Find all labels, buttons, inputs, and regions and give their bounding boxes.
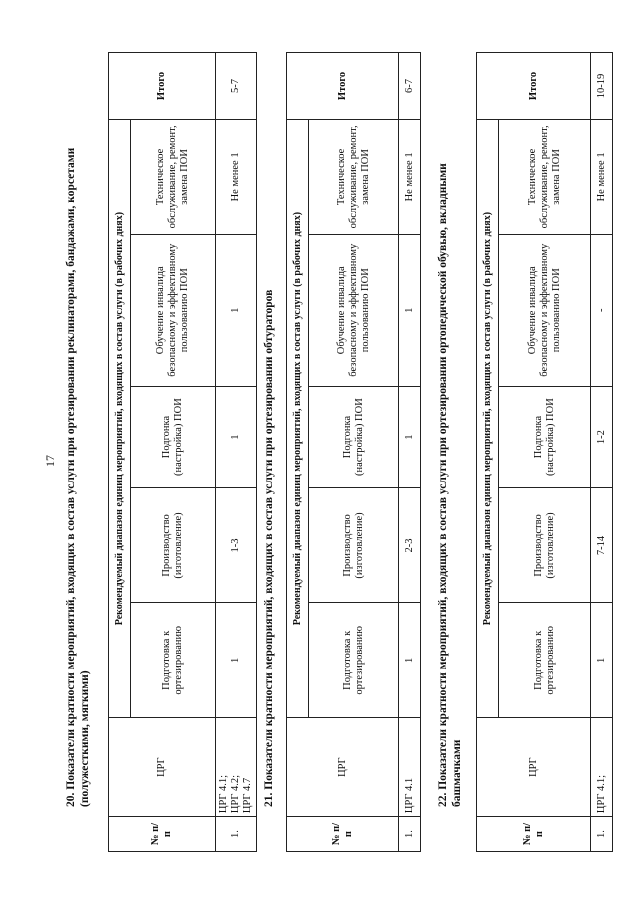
col-total-header: Итого [477,53,591,120]
row-tech: Не менее 1 [399,119,421,234]
col-train-header: Обучение инвалида безопасному и эффективному пользованию ПОИ [309,234,399,386]
table-row [216,53,257,852]
table-row [399,53,421,852]
row-crg-line: ЦРГ 4.2; [230,774,241,814]
row-total: 6-7 [399,53,421,120]
table-section-21 [286,52,421,852]
row-num: 1. [216,817,257,852]
col-tech-header: Техническое обслуживание, ремонт, замена ПОИ [131,119,216,234]
section-21-heading [262,290,276,807]
col-prod-header: Производство (изготовление) [309,488,399,603]
row-tech: Не менее 1 [216,119,257,234]
section-21-title: 21. Показатели кратности мероприятий, входящих в состав услуги при ортезировании обтураторов [263,289,275,807]
page-number: 17 [43,455,57,467]
section-20-title: 20. Показатели кратности мероприятий, входящих в состав услуги при ортезировании реклинаторами, бандажами, корсетами [65,147,77,807]
row-prod: 7-14 [591,488,613,603]
row-prep: 1 [591,603,613,718]
col-fit-header: Подгонка (настройка) ПОИ [309,386,399,488]
col-total-header: Итого [287,53,399,120]
col-range-header: Рекомендуемый диапазон единиц мероприятий, входящих в состав услуги (в рабочих днях) [109,119,131,717]
row-total: 10-19 [591,53,613,120]
col-train-header: Обучение инвалида безопасному и эффективному пользованию ПОИ [499,234,591,386]
col-prod-header: Производство (изготовление) [131,488,216,603]
col-range-header: Рекомендуемый диапазон единиц мероприятий, входящих в состав услуги (в рабочих днях) [287,119,309,717]
col-num-header: № п/п [109,817,216,852]
section-20-heading [64,148,92,807]
row-crg-line: ЦРГ 4.1 [403,777,415,814]
row-prod: 2-3 [399,488,421,603]
section-22-title-cont: башмачками [451,739,463,807]
col-num-header: № п/п [287,817,399,852]
table-section-20 [108,52,257,852]
row-prod: 1-3 [216,488,257,603]
row-crg-line: ЦРГ 4.1; [218,774,229,814]
col-train-header: Обучение инвалида безопасному и эффективному пользованию ПОИ [131,234,216,386]
row-crg-line: ЦРГ 4.7 [242,777,253,814]
section-20-title-cont: (полужесткими, мягкими) [79,670,91,807]
row-crg-line: ЦРГ 4.1; [595,774,607,814]
row-total: 5-7 [216,53,257,120]
col-crg-header: ЦРГ [287,718,399,817]
row-fit: 1 [399,386,421,488]
col-fit-header: Подгонка (настройка) ПОИ [131,386,216,488]
row-fit: 1-2 [591,386,613,488]
col-total-header: Итого [109,53,216,120]
row-fit: 1 [216,386,257,488]
col-range-header: Рекомендуемый диапазон единиц мероприятий, входящих в состав услуги (в рабочих днях) [477,119,499,717]
col-crg-header: ЦРГ [477,718,591,817]
row-num: 1. [591,817,613,852]
row-crg [216,718,257,817]
col-prod-header: Производство (изготовление) [499,488,591,603]
section-22-heading [436,163,464,807]
col-prep-header: Подготовка к ортезированию [309,603,399,718]
col-tech-header: Техническое обслуживание, ремонт, замена ПОИ [309,119,399,234]
col-prep-header: Подготовка к ортезированию [499,603,591,718]
row-train: - [591,234,613,386]
col-num-header: № п/п [477,817,591,852]
table-section-22 [476,52,613,852]
row-prep: 1 [399,603,421,718]
row-num: 1. [399,817,421,852]
col-crg-header: ЦРГ [109,718,216,817]
row-tech: Не менее 1 [591,119,613,234]
row-crg [591,718,613,817]
col-tech-header: Техническое обслуживание, ремонт, замена ПОИ [499,119,591,234]
col-prep-header: Подготовка к ортезированию [131,603,216,718]
col-fit-header: Подгонка (настройка) ПОИ [499,386,591,488]
row-train: 1 [399,234,421,386]
row-crg [399,718,421,817]
table-row [591,53,613,852]
section-22-title: 22. Показатели кратности мероприятий, входящих в состав услуги при ортезировании ортопедической обувью, вкладными [437,163,449,807]
row-train: 1 [216,234,257,386]
row-prep: 1 [216,603,257,718]
